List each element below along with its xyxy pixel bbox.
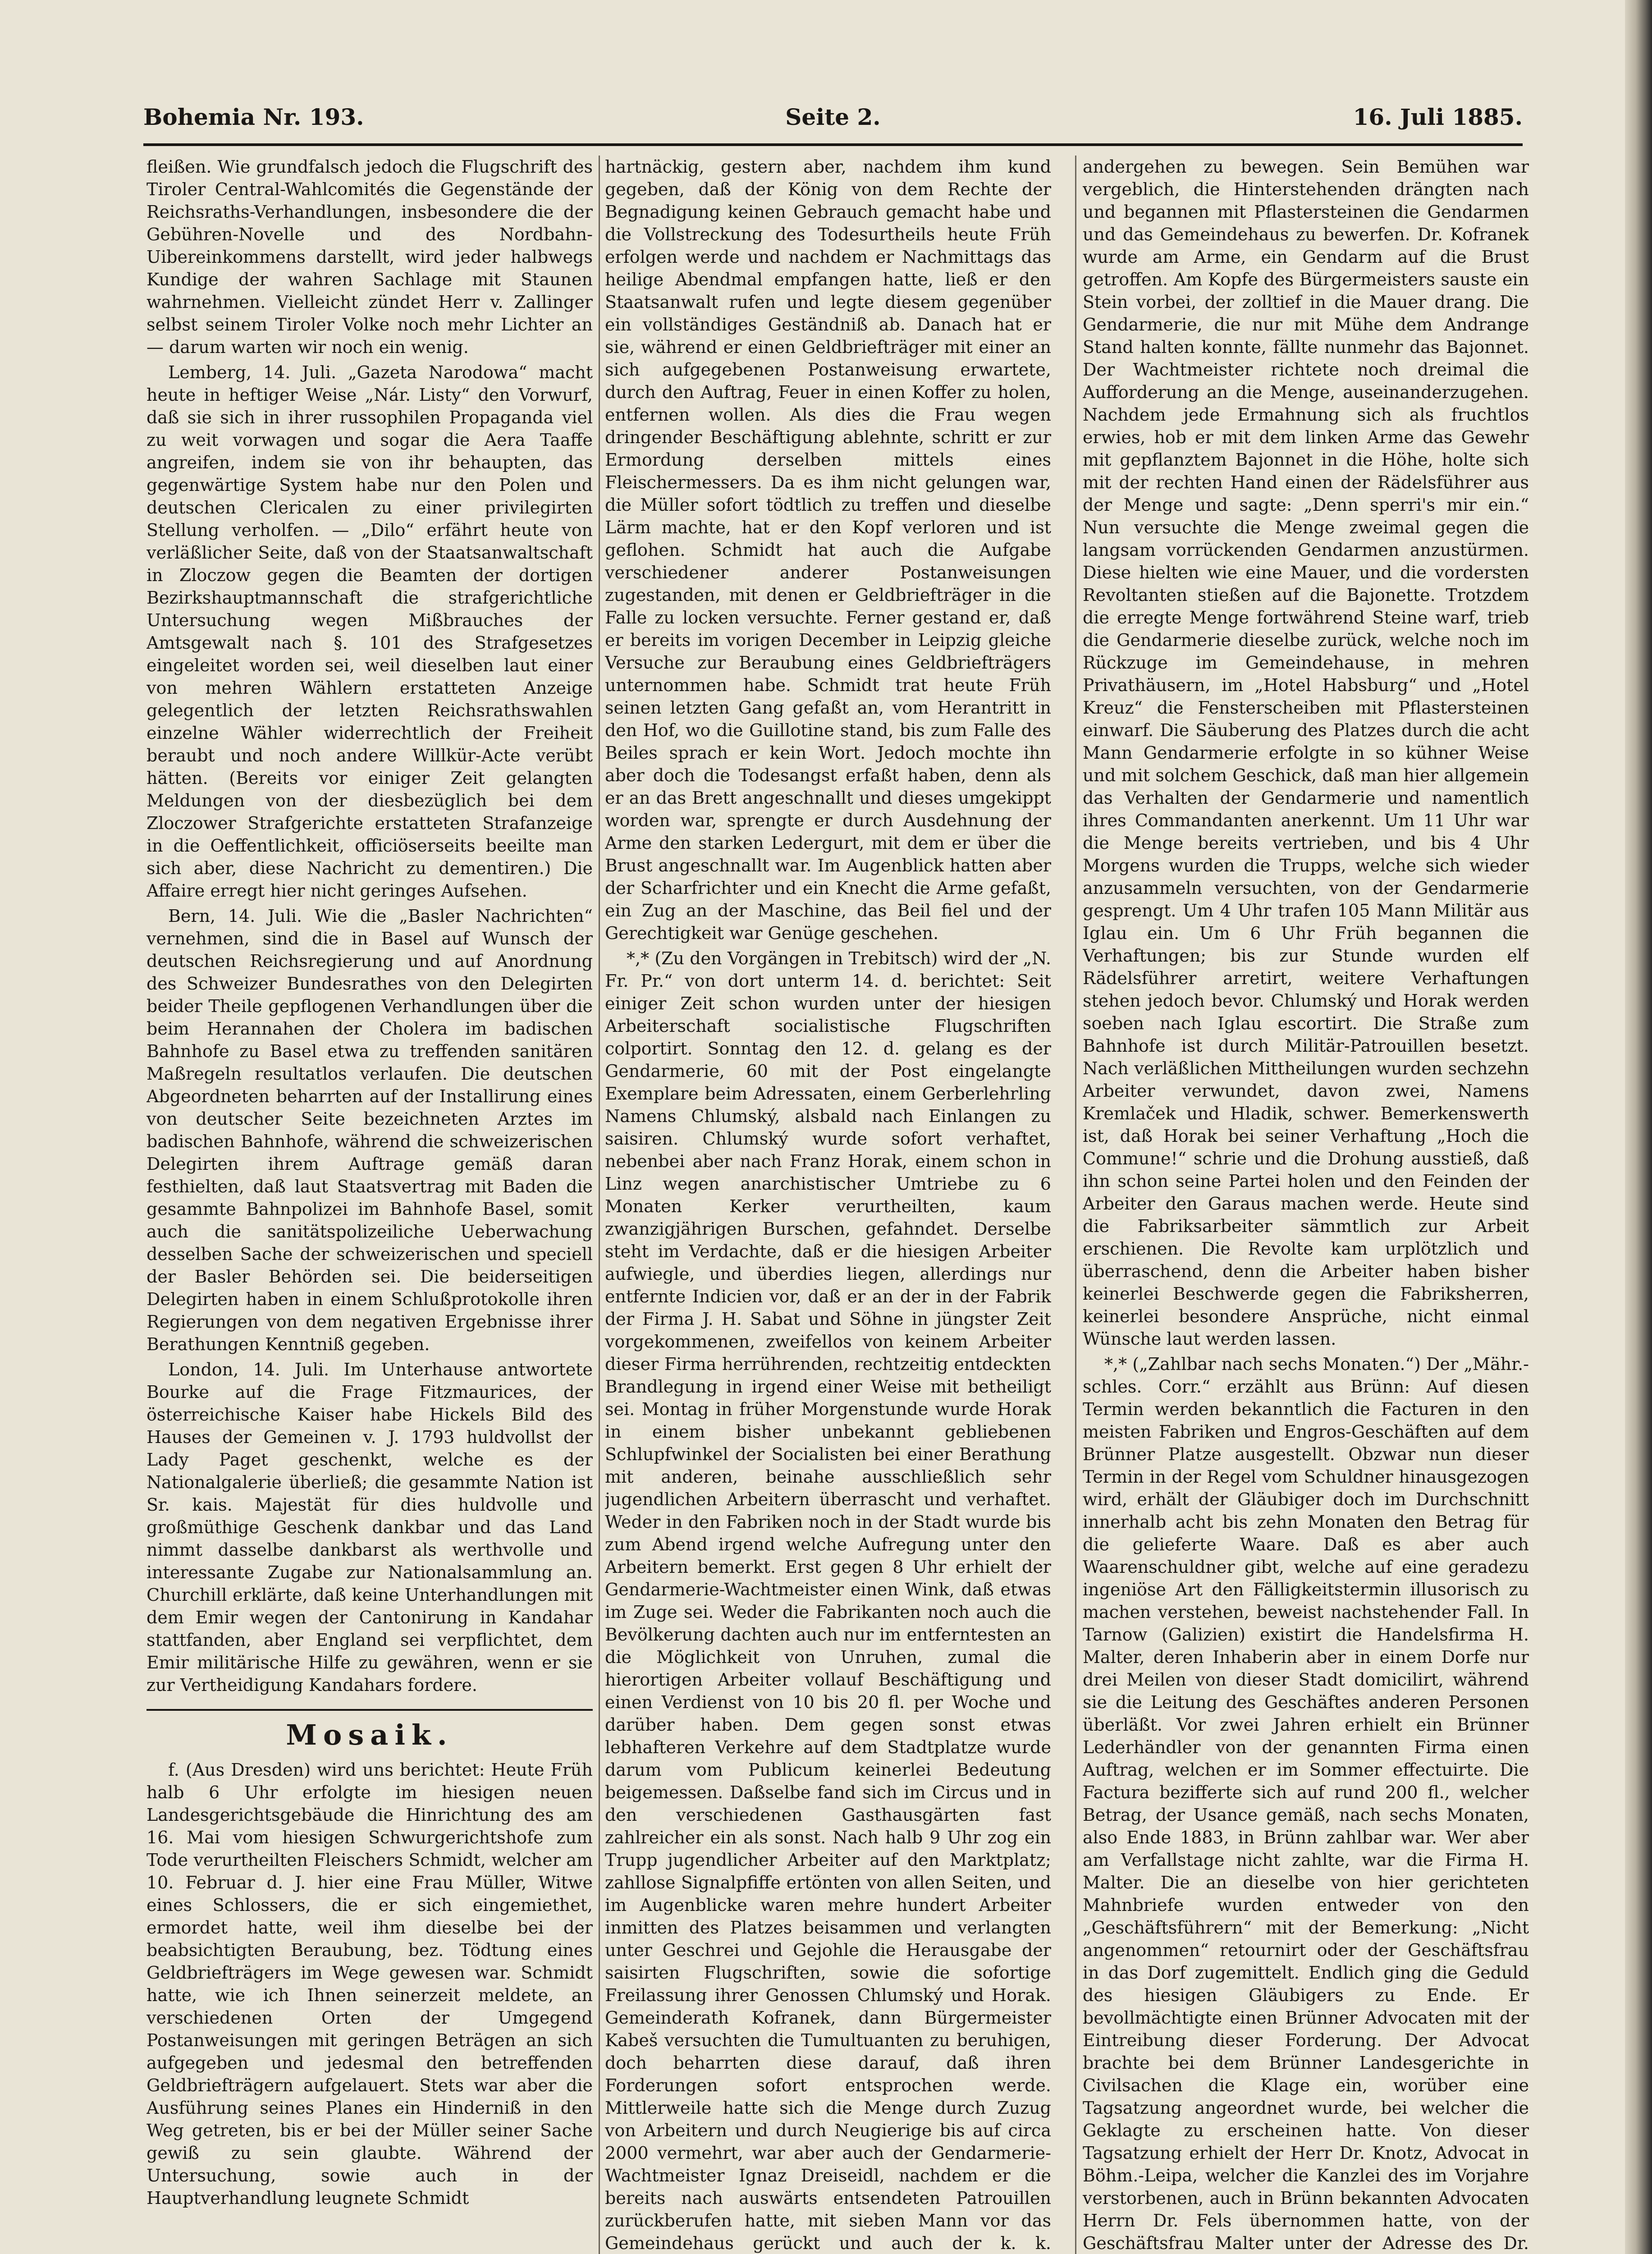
column-divider-1 [599, 156, 600, 2254]
article-dresden-continued: hartnäckig, gestern aber, nachdem ihm kund gegeben, daß der König von dem Rechte der Begnadigung keinen Gebrauch gemacht habe und die Vollstreckung des Todesurtheils heute Früh erfolgen werde und nachdem er Nachmittags das heilige Abendmal empfangen hatte, ließ er den Staatsanwalt rufen und legte diesem gegenüber ein vollständiges Geständniß ab. Danach hat er sie, während er einen Geldbriefträger mit einer an sich aufgegebenen Postanweisung erwartete, durch den Auftrag, Feuer in einen Koffer zu holen, entfernen wollen. Als dies die Frau wegen dringender Beschäftigung ablehnte, schritt er zur Ermordung derselben mittels eines Fleischermessers. Da es ihm nicht gelungen war, die Müller sofort tödtlich zu treffen und dieselbe Lärm machte, hat er den Kopf verloren und ist geflohen. Schmidt hat auch die Aufgabe verschiedener anderer Postanweisungen zugestanden, mit denen er Geldbriefträger in die Falle zu locken versuchte. Ferner gestand er, daß er bereits im vorigen December in Leipzig gleiche Versuche zur Beraubung eines Geldbriefträgers unternommen habe. Schmidt trat heute Früh seinen letzten Gang gefaßt an, vom Herantritt in den Hof, wo die Guillotine stand, bis zum Falle des Beiles sprach er kein Wort. Jedoch mochte ihn aber doch die Todesangst erfaßt haben, denn als er an das Brett angeschnallt und dieses umgekippt worden war, sprengte er durch Ausdehnung der Arme den starken Ledergurt, mit dem er über die Brust angeschnallt war. Im Augenblick hatten aber der Scharfrichter und ein Knecht die Arme gefaßt, ein Zug an der Maschine, das Beil fiel und der Gerechtigkeit war Genüge geschehen. [605, 157, 1051, 943]
article-london: London, 14. Juli. Im Unterhause antwortete Bourke auf die Frage Fitzmaurices, der österreichische Kaiser habe Hickels Bild des Hauses der Gemeinen v. J. 1793 huldvollst der Lady Paget geschenkt, welche es der Nationalgalerie überließ; die gesammte Nation ist Sr. kais. Majestät für dies huldvolle und großmüthige Geschenk dankbar und das Land nimmt dasselbe dankbarst als werthvolle und interessante Zugabe zur Nationalsammlung an. Churchill erklärte, daß keine Unterhandlungen mit dem Emir wegen der Cantonirung in Kandahar stattfanden, aber England sei verpflichtet, dem Emir militärische Hilfe zu gewähren, wenn er sie zur Vertheidigung Kandahars fordere. [146, 1360, 593, 1695]
scan-edge-shadow [1625, 0, 1652, 2254]
header-page-number: Seite 2. [785, 104, 881, 130]
column-3 [1083, 156, 1529, 2254]
article-zahlbar: *,* („Zahlbar nach sechs Monaten.“) Der „Mähr.-schles. Corr.“ erzählt aus Brünn: Auf diesen Termin werden bekanntlich die Facturen in den meisten Fabriken und Engros-Geschäften auf dem Brünner Platze ausgestellt. Obzwar nun dieser Termin in der Regel vom Schuldner hinausgezogen wird, erhält der Gläubiger doch im Durchschnitt innerhalb acht bis zehn Monaten den Betrag für die gelieferte Waare. Daß es aber auch Waarenschuldner gibt, welche auf eine geradezu ingeniöse Art den Fälligkeitstermin illusorisch zu machen verstehen, beweist nachstehender Fall. In Tarnow (Galizien) existirt die Handelsfirma H. Malter, deren Inhaberin aber in einem Dorfe nur drei Meilen von dieser Stadt domicilirt, während sie die Leitung des Geschäftes anderen Personen überläßt. Vor zwei Jahren erhielt ein Brünner Lederhändler von der genannten Firma einen Auftrag, welchen er im Sommer effectuirte. Die Factura bezifferte sich auf rund 200 fl., welcher Betrag, der Usance gemäß, nach sechs Monaten, also Ende 1883, in Brünn zahlbar war. Wer aber am Verfallstage nicht zahlte, war die Firma H. Malter. Die an dieselbe von hier gerichteten Mahnbriefe wurden entweder von den „Geschäftsführern“ mit der Bemerkung: „Nicht angenommen“ retournirt oder der Geschäftsfrau in das Dorf zugemittelt. Endlich ging die Geduld des hiesigen Gläubigers zu Ende. Er bevollmächtigte einen Brünner Advocaten mit der Eintreibung dieser Forderung. Der Advocat brachte bei dem Brünner Landesgerichte in Civilsachen die Klage ein, worüber eine Tagsatzung angeordnet wurde, bei welcher die Geklagte zu erscheinen hatte. Von dieser Tagsatzung erhielt der Herr Dr. Knotz, Advocat in Böhm.-Leipa, welcher die Kanzlei des im Vorjahre verstorbenen, auch in Brünn bekannten Advocaten Herrn Dr. Fels übernommen hatte, von der Geschäftsfrau Malter unter der Adresse des Dr. [1083, 1354, 1529, 2253]
column-2 [605, 156, 1051, 2254]
column-divider-2 [1075, 156, 1076, 2254]
page-header [143, 104, 1523, 135]
article-trebitsch: *,* (Zu den Vorgängen in Trebitsch) wird der „N. Fr. Pr.“ von dort unterm 14. d. berichtet: Seit einiger Zeit schon wurden unter der hiesigen Arbeiterschaft socialistische Flugschriften colportirt. Sonntag den 12. d. gelang es der Gendarmerie, 60 mit der Post eingelangte Exemplare beim Adressaten, einem Gerberlehrling Namens Chlumský, alsbald nach Einlangen zu saisiren. Chlumský wurde sofort verhaftet, nebenbei aber nach Franz Horak, einem schon in Linz wegen anarchistischer Umtriebe zu 6 Monaten Kerker verurtheilten, kaum zwanzigjährigen Burschen, gefahndet. Derselbe steht im Verdachte, daß er die hiesigen Arbeiter aufwiegle, und überdies liegen, allerdings nur entfernte Indicien vor, daß er an der in der Fabrik der Firma J. H. Sabat und Söhne in jüngster Zeit vorgekommenen, zweifellos von keinem Arbeiter dieser Firma herrührenden, rechtzeitig entdeckten Brandlegung in irgend einer Weise mit betheiligt sei. Montag in früher Morgenstunde wurde Horak in einem bisher unbekannt gebliebenen Schlupfwinkel der Socialisten bei einer Berathung mit anderen, beinahe ausschließlich sehr jugendlichen Arbeitern überrascht und verhaftet. Weder in den Fabriken noch in der Stadt wurde bis zum Abend irgend welche Aufregung unter den Arbeitern bemerkt. Erst gegen 8 Uhr erhielt der Gendarmerie-Wachtmeister einen Wink, daß etwas im Zuge sei. Weder die Fabrikanten noch auch die Bevölkerung dachten auch nur im entferntesten an die Möglichkeit von Unruhen, zumal die hierortigen Arbeiter vollauf Beschäftigung und einen Verdienst von 10 bis 20 fl. per Woche und darüber haben. Dem gegen sonst etwas lebhafteren Verkehre auf dem Stadtplatze wurde darum vom Publicum keinerlei Bedeutung beigemessen. Daßselbe fand sich im Circus und in den verschiedenen Gasthausgärten fast zahlreicher ein als sonst. Nach halb 9 Uhr zog ein Trupp jugendlicher Arbeiter auf den Marktplatz; zahllose Signalpfiffe ertönten von allen Seiten, und im Augenblicke waren mehre hundert Arbeiter inmitten des Platzes beisammen und verlangten unter Geschrei und Gejohle die Herausgabe der saisirten Flugschriften, sowie die sofortige Freilassung ihrer Genossen Chlumský und Horak. Gemeinderath Kofranek, dann Bürgermeister Kabeš versuchten die Tumultuanten zu beruhigen, doch beharrten diese darauf, daß ihren Forderungen sofort entsprochen werde. Mittlerweile hatte sich die Menge durch Zuzug von Arbeitern und durch Neugierige bis auf circa 2000 vermehrt, war aber auch der Gendarmerie-Wachtmeister Ignaz Dreiseidl, nachdem er die bereits nach auswärts entsendeten Patrouillen zurückberufen hatte, mit sieben Mann vor das Gemeindehaus gerückt und auch der k. k. [605, 948, 1051, 2253]
article-tirol-text: fleißen. Wie grundfalsch jedoch die Flugschrift des Tiroler Central-Wahlcomités die Gegenstände der Reichsraths-Verhandlungen, insbesondere die der Gebühren-Novelle und des Nordbahn-Uibereinkommens darstellt, wird jeder halbwegs Kundige der wahren Sachlage mit Staunen wahrnehmen. Vielleicht zündet Herr v. Zallinger selbst seinem Tiroler Volke noch mehr Lichter an — darum warten wir noch ein wenig. [146, 157, 593, 357]
header-rule [143, 143, 1523, 146]
header-date: 16. Juli 1885. [1353, 104, 1523, 130]
section-title-mosaik: Mosaik. [286, 1718, 453, 1751]
article-lemberg: Lemberg, 14. Juli. „Gazeta Narodowa“ macht heute in heftiger Weise „Nár. Listy“ den Vorwurf, daß sie sich in ihrer russophilen Propaganda viel zu weit vorwagen und sogar die Aera Taaffe angreifen, indem sie von ihr behaupten, das gegenwärtige System habe nur den Polen und deutschen Clericalen zu einer privilegirten Stellung verholfen. — „Dilo“ erfährt heute von verläßlicher Seite, daß von der Staatsanwaltschaft in Zloczow gegen die Beamten der dortigen Bezirkshauptmannschaft die strafgerichtliche Untersuchung wegen Mißbrauches der Amtsgewalt nach §. 101 des Strafgesetzes eingeleitet worden sei, weil dieselben laut einer von mehren Wählern erstatteten Anzeige gelegentlich der letzten Reichsrathswahlen einzelne Wähler widerrechtlich der Freiheit beraubt und noch andere Willkür-Acte verübt hätten. (Bereits vor einiger Zeit gelangten Meldungen von der diesbezüglich bei dem Zloczower Strafgerichte erstatteten Strafanzeige in die Oeffentlichkeit, officiöserseits beeilte man sich aber, diese Nachricht zu dementiren.) Die Affaire erregt hier nicht geringes Aufsehen. [146, 362, 593, 901]
header-issue: Bohemia Nr. 193. [143, 104, 364, 130]
article-bern: Bern, 14. Juli. Wie die „Basler Nachrichten“ vernehmen, sind die in Basel auf Wunsch der deutschen Reichsregierung und auf Anordnung des Schweizer Bundesrathes von den Delegirten beider Theile gepflogenen Verhandlungen über die beim Herannahen der Cholera im badischen Bahnhofe zu Basel etwa zu treffenden sanitären Maßregeln resultatlos verlaufen. Die deutschen Abgeordneten beharrten auf der Installirung eines von deutscher Seite bezeichneten Arztes im badischen Bahnhofe, während die schweizerischen Delegirten ihrem Auftrage gemäß daran festhielten, daß laut Staatsvertrag mit Baden die gesammte Bahnpolizei im Bahnhofe Basel, somit auch die sanitätspolizeiliche Ueberwachung desselben Sache der schweizerischen und speciell der Basler Behörden sei. Die beiderseitigen Delegirten haben in einem Schlußprotokolle ihren Regierungen von dem negativen Ergebnisse ihrer Berathungen Kenntniß gegeben. [146, 906, 593, 1354]
column-1 [146, 156, 593, 2254]
article-trebitsch-continued: andergehen zu bewegen. Sein Bemühen war vergeblich, die Hinterstehenden drängten nach und begannen mit Pflastersteinen die Gendarmen und das Gemeindehaus zu bewerfen. Dr. Kofranek wurde am Arme, ein Gendarm auf die Brust getroffen. Am Kopfe des Bürgermeisters sauste ein Stein vorbei, der zolltief in die Mauer drang. Die Gendarmerie, die nur mit Mühe dem Andrange Stand halten konnte, fällte nunmehr das Bajonnet. Der Wachtmeister richtete noch dreimal die Aufforderung an die Menge, auseinanderzugehen. Nachdem jede Ermahnung sich als fruchtlos erwies, hob er mit dem linken Arme das Gewehr mit gepflanztem Bajonnet in die Höhe, holte sich mit der rechten Hand einen der Rädelsführer aus der Menge und sagte: „Denn sperri's mir ein.“ Nun versuchte die Menge zweimal gegen die langsam vorrückenden Gendarmen anzustürmen. Diese hielten wie eine Mauer, und die vordersten Revoltanten stießen auf die Bajonette. Trotzdem die erregte Menge fortwährend Steine warf, trieb die Gendarmerie dieselbe zurück, welche noch im Rückzuge im Gemeindehause, in mehren Privathäusern, im „Hotel Habsburg“ und „Hotel Kreuz“ die Fensterscheiben mit Pflastersteinen einwarf. Die Säuberung des Platzes durch die acht Mann Gendarmerie erfolgte in so kühner Weise und mit solchem Geschick, daß man hier allgemein das Verhalten der Gendarmerie und namentlich ihres Commandanten anerkennt. Um 11 Uhr war die Menge bereits vertrieben, und bis 4 Uhr Morgens wurden die Trupps, welche sich wieder anzusammeln versuchten, von der Gendarmerie gesprengt. Um 4 Uhr trafen 105 Mann Militär aus Iglau ein. Um 6 Uhr Früh begannen die Verhaftungen; bis zur Stunde wurden elf Rädelsführer arretirt, weitere Verhaftungen stehen jedoch bevor. Chlumský und Horak werden soeben nach Iglau escortirt. Die Straße zum Bahnhofe ist durch Militär-Patrouillen besetzt. Nach verläßlichen Mittheilungen wurden sechzehn Arbeiter verwundet, davon zwei, Namens Kremlaček und Hladik, schwer. Bemerkenswerth ist, daß Horak bei seiner Verhaftung „Hoch die Commune!“ schrie und die Drohung ausstieß, daß ihn schon seine Partei holen und den Feinden der Arbeiter den Garaus machen werde. Heute sind die Fabriksarbeiter sämmtlich zur Arbeit erschienen. Die Revolte kam urplötzlich und überraschend, denn die Arbeiter haben bisher keinerlei Beschwerde gegen die Fabriksherren, keinerlei besondere Ansprüche, nicht einmal Wünsche laut werden lassen. [1083, 157, 1529, 1349]
article-dresden: f. (Aus Dresden) wird uns berichtet: Heute Früh halb 6 Uhr erfolgte im hiesigen neuen Landesgerichtsgebäude die Hinrichtung des am 16. Mai vom hiesigen Schwurgerichtshofe zum Tode verurtheilten Fleischers Schmidt, welcher am 10. Februar d. J. hier eine Frau Müller, Witwe eines Schlossers, die er sich eingemiethet, ermordet hatte, weil ihm dieselbe bei der beabsichtigten Beraubung, bez. Tödtung eines Geldbriefträgers im Wege gewesen war. Schmidt hatte, wie ich Ihnen seinerzeit meldete, an verschiedenen Orten der Umgegend Postanweisungen mit geringen Beträgen an sich aufgegeben und jedesmal den betreffenden Geldbriefträgern aufgelauert. Stets war aber die Ausführung seines Planes ein Hinderniß in den Weg getreten, bis er bei der Müller seiner Sache gewiß zu sein glaubte. Während der Untersuchung, sowie auch in der Hauptverhandlung leugnete Schmidt [146, 1760, 593, 2208]
section-rule [146, 1709, 593, 1711]
